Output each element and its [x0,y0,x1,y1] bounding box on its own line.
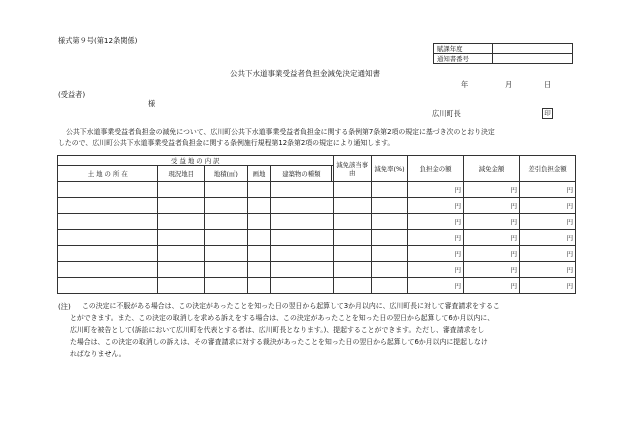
issuer-name: 広川町長 [432,109,461,118]
yen-charge[interactable]: 円 [408,182,464,198]
group-header: 受 益 地 の 内 訳 [58,156,334,166]
header-building: 建築物の種類 [271,166,332,182]
year-value[interactable] [493,44,573,54]
note-line-4: た場合は、この決定の取消しの訴えは、その審査請求に対する裁決があったことを知った日の翌日から起算して6か月以内に提起しなけ [70,338,488,346]
header-net: 差引負担金額 [520,156,576,182]
yen-charge[interactable]: 円 [408,262,464,278]
seal-mark: 印 [542,108,553,119]
yen-charge[interactable]: 円 [408,278,464,294]
note-line-3: 広川町を被告として(訴訟において広川町を代表とする者は、広川町長となります。)、提起することができます。ただし、審査請求をし [70,326,485,334]
header-location: 土 地 の 所 在 [58,166,158,182]
recipient-label: (受益者) [58,90,86,99]
yen-reduction[interactable]: 円 [464,198,520,214]
table-row [58,278,576,294]
note-label: (注) [58,302,71,311]
table-row [58,198,576,214]
yen-reduction[interactable]: 円 [464,278,520,294]
yen-reduction[interactable]: 円 [464,262,520,278]
yen-net[interactable]: 円 [520,246,576,262]
note-line-2: とができます。また、この決定の取消しを求める訴えをする場合は、この決定があったことを知った日の翌日から起算して6か月以内に、 [70,314,495,322]
table-row [58,262,576,278]
yen-net[interactable]: 円 [520,278,576,294]
yen-net[interactable]: 円 [520,230,576,246]
header-rate: 減免率(%) [371,156,407,182]
meta-table [433,43,573,64]
header-reduction: 減免金額 [464,156,520,182]
header-charge: 負担金の額 [408,156,464,182]
year-label: 賦課年度 [434,44,493,54]
intro-line-1: 公共下水道事業受益者負担金の減免について、広川町公共下水道事業受益者負担金に関する条例第7条第2項の規定に基づき次のとおり決定 [66,128,495,136]
intro-line-2: したので、広川町公共下水道事業受益者負担金に関する条例施行規程第12条第2項の規定により通知します。 [58,139,395,147]
note-line-1: この決定に不服がある場合は、この決定があったことを知った日の翌日から起算して3か月以内に、広川町長に対して審査請求をするこ [82,302,500,310]
date-year: 年 [461,80,469,89]
yen-net[interactable]: 円 [520,198,576,214]
header-reason: 減免該当事由 [333,156,371,182]
note-line-5: ればなりません。 [70,350,126,358]
benefit-land-table [57,155,576,294]
yen-net[interactable]: 円 [520,214,576,230]
yen-charge[interactable]: 円 [408,214,464,230]
yen-net[interactable]: 円 [520,262,576,278]
table-row [58,182,576,198]
yen-reduction[interactable]: 円 [464,246,520,262]
yen-charge[interactable]: 円 [408,198,464,214]
notice-number-label: 通知書番号 [434,54,493,64]
form-number: 様式第９号(第12条関係) [58,36,138,45]
yen-reduction[interactable]: 円 [464,214,520,230]
notice-number-value[interactable] [493,54,573,64]
table-row [58,246,576,262]
yen-charge[interactable]: 円 [408,246,464,262]
table-row [58,230,576,246]
document-title: 公共下水道事業受益者負担金減免決定通知書 [230,69,380,78]
yen-reduction[interactable]: 円 [464,182,520,198]
date-day: 日 [544,80,552,89]
yen-net[interactable]: 円 [520,182,576,198]
header-spacer [332,166,333,182]
header-plot: 画地 [247,166,271,182]
date-month: 月 [505,80,513,89]
yen-reduction[interactable]: 円 [464,230,520,246]
table-row [58,214,576,230]
header-current-use: 現況地目 [158,166,205,182]
yen-charge[interactable]: 円 [408,230,464,246]
sama-suffix: 様 [148,99,156,108]
header-area: 地積(㎡) [205,166,247,182]
